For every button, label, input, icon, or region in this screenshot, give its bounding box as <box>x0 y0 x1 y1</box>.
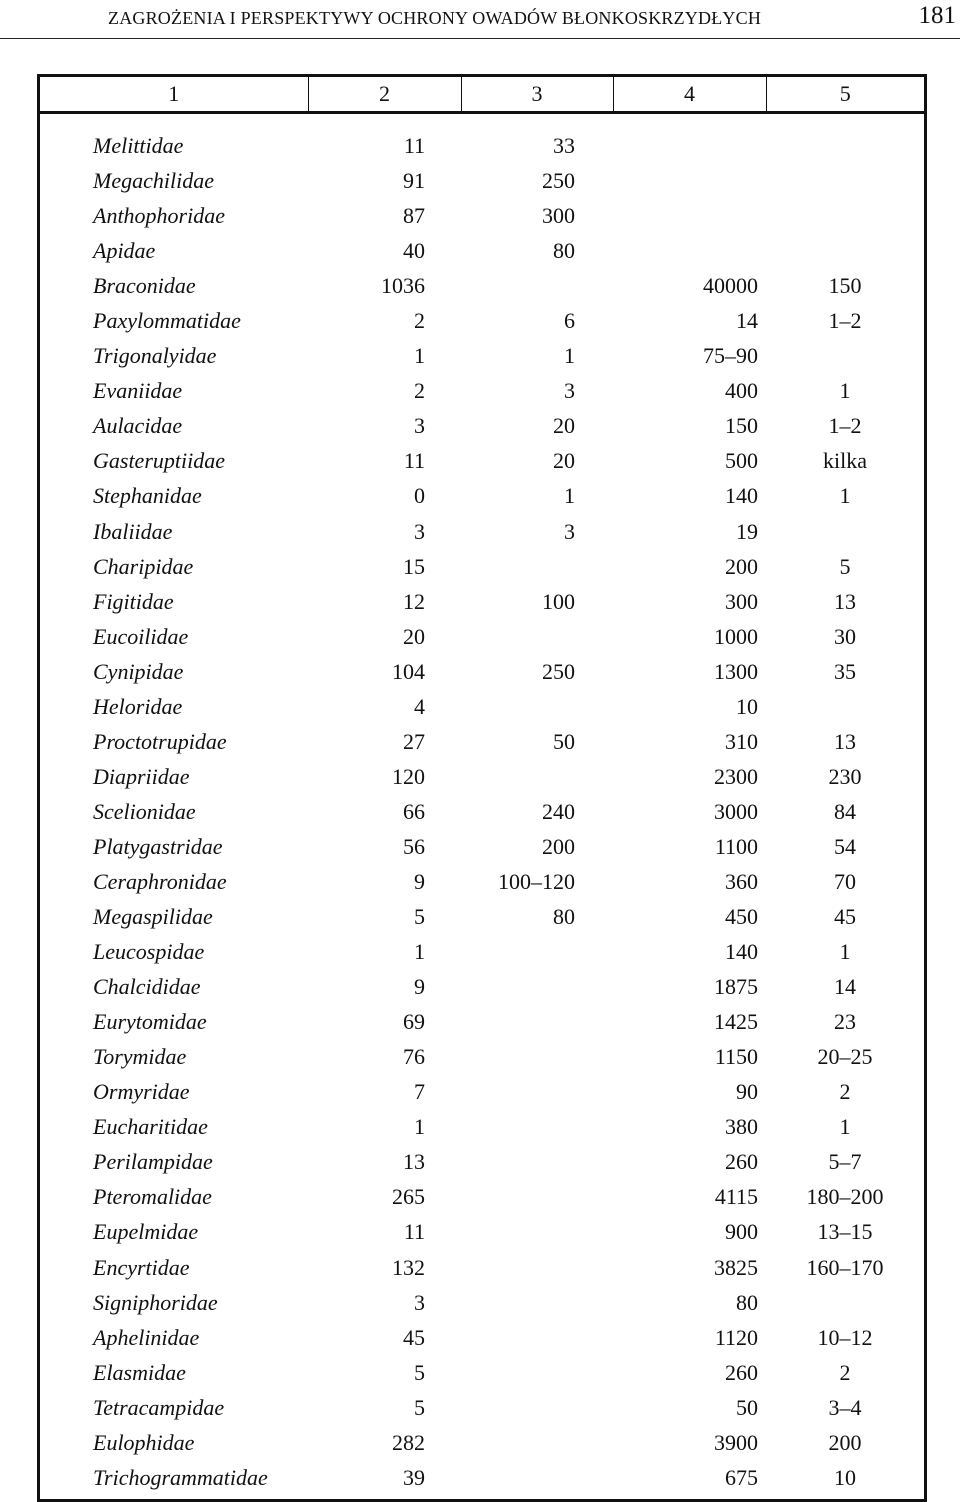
value-cell-col5: 70 <box>834 869 856 894</box>
value-cell-col2: 13 <box>403 1149 425 1175</box>
family-name-cell: Ibaliidae <box>93 518 173 544</box>
table-row <box>40 1320 924 1355</box>
value-cell-col5: 5 <box>839 553 851 579</box>
value-cell-col3: 300 <box>542 203 575 229</box>
value-cell-col4: 150 <box>725 413 758 439</box>
value-cell-col5: 160–170 <box>806 1254 884 1280</box>
table-row <box>40 163 924 198</box>
value-cell-col5: kilka <box>823 448 867 474</box>
value-cell-col4: 260 <box>725 1359 758 1385</box>
value-cell-col5 <box>766 128 924 163</box>
table-row <box>40 794 924 829</box>
value-cell-col3 <box>461 969 613 1004</box>
value-cell-col2: 3 <box>414 1289 425 1315</box>
value-cell-col4: 300 <box>725 588 758 614</box>
value-cell-col3 <box>461 1390 613 1425</box>
value-cell-col2: 91 <box>403 168 425 194</box>
value-cell-col5: 180–200 <box>806 1184 884 1210</box>
value-cell-col3 <box>461 268 613 303</box>
column-header-1: 1 <box>40 77 308 113</box>
table-row <box>40 899 924 934</box>
family-name-cell: Megaspilidae <box>93 904 213 930</box>
value-cell-col5: 1 <box>839 939 851 965</box>
value-cell-col3: 250 <box>542 658 575 684</box>
value-cell-col4: 3900 <box>714 1429 758 1455</box>
family-name-cell: Aulacidae <box>93 413 183 439</box>
value-cell-col4 <box>613 233 766 268</box>
value-cell-col2: 11 <box>403 448 425 474</box>
family-name-cell: Melittidae <box>93 133 184 159</box>
family-name-cell: Braconidae <box>93 273 196 299</box>
value-cell-col5: 45 <box>834 904 856 930</box>
family-name-cell: Signiphoridae <box>93 1289 218 1315</box>
value-cell-col2: 132 <box>392 1254 425 1280</box>
family-name-cell: Encyrtidae <box>93 1254 190 1280</box>
value-cell-col2: 120 <box>392 763 425 789</box>
data-table-frame <box>37 74 927 1502</box>
value-cell-col5 <box>766 233 924 268</box>
value-cell-col4 <box>613 128 766 163</box>
value-cell-col4: 140 <box>725 483 758 509</box>
value-cell-col2: 0 <box>414 483 425 509</box>
value-cell-col2: 15 <box>403 553 425 579</box>
value-cell-col2: 40 <box>403 238 425 264</box>
value-cell-col4: 140 <box>725 939 758 965</box>
value-cell-col2: 5 <box>414 1359 425 1385</box>
value-cell-col3 <box>461 1355 613 1390</box>
value-cell-col3: 33 <box>553 133 575 159</box>
value-cell-col4: 1300 <box>714 658 758 684</box>
value-cell-col3 <box>461 1425 613 1460</box>
family-name-cell: Heloridae <box>93 693 183 719</box>
table-row <box>40 1004 924 1039</box>
value-cell-col4: 3000 <box>714 798 758 824</box>
value-cell-col5: 200 <box>828 1429 862 1455</box>
family-name-cell: Elasmidae <box>93 1359 186 1385</box>
value-cell-col3: 3 <box>564 378 575 404</box>
table-row <box>40 759 924 794</box>
table-row <box>40 198 924 233</box>
value-cell-col4: 380 <box>725 1114 758 1140</box>
value-cell-col5: 2 <box>839 1359 851 1385</box>
value-cell-col2: 69 <box>403 1009 425 1035</box>
value-cell-col3: 6 <box>564 308 575 334</box>
family-name-cell: Evaniidae <box>93 378 183 404</box>
value-cell-col5: 35 <box>834 658 856 684</box>
table-header <box>40 77 924 113</box>
value-cell-col2: 20 <box>403 623 425 649</box>
family-name-cell: Eulophidae <box>93 1429 195 1455</box>
table-row <box>40 689 924 724</box>
value-cell-col5: 10 <box>834 1464 856 1490</box>
table-row <box>40 1460 924 1495</box>
value-cell-col4: 1875 <box>714 974 758 1000</box>
value-cell-col5: 54 <box>834 833 856 859</box>
table-row <box>40 128 924 163</box>
value-cell-col5: 20–25 <box>817 1044 873 1070</box>
family-name-cell: Trichogrammatidae <box>93 1464 268 1490</box>
table-row <box>40 303 924 338</box>
value-cell-col5 <box>766 338 924 373</box>
family-name-cell: Leucospidae <box>93 939 205 965</box>
value-cell-col5: 1–2 <box>828 308 862 334</box>
value-cell-col5: 230 <box>828 763 862 789</box>
family-name-cell: Megachilidae <box>93 168 214 194</box>
value-cell-col4: 260 <box>725 1149 758 1175</box>
value-cell-col4 <box>613 163 766 198</box>
family-name-cell: Ormyridae <box>93 1079 190 1105</box>
column-header-2: 2 <box>308 77 461 113</box>
value-cell-col5 <box>766 689 924 724</box>
value-cell-col3: 200 <box>542 833 575 859</box>
page-number: 181 <box>918 2 956 29</box>
value-cell-col3: 3 <box>564 518 575 544</box>
family-name-cell: Stephanidae <box>93 483 202 509</box>
value-cell-col4: 75–90 <box>703 343 758 369</box>
table-row <box>40 934 924 969</box>
family-name-cell: Proctotrupidae <box>93 728 227 754</box>
value-cell-col4: 400 <box>725 378 758 404</box>
family-name-cell: Diapriidae <box>93 763 190 789</box>
value-cell-col2: 3 <box>414 413 425 439</box>
value-cell-col4: 50 <box>736 1394 758 1420</box>
value-cell-col2: 265 <box>392 1184 425 1210</box>
table-spacer-row <box>40 113 924 129</box>
value-cell-col2: 39 <box>403 1464 425 1490</box>
value-cell-col3: 1 <box>564 483 575 509</box>
value-cell-col4: 675 <box>725 1464 758 1490</box>
value-cell-col3 <box>461 1285 613 1320</box>
family-name-cell: Anthophoridae <box>93 203 225 229</box>
value-cell-col3 <box>461 1109 613 1144</box>
value-cell-col3 <box>461 689 613 724</box>
table-row <box>40 1109 924 1144</box>
table-row <box>40 408 924 443</box>
family-name-cell: Torymidae <box>93 1044 187 1070</box>
value-cell-col5: 1–2 <box>828 413 862 439</box>
value-cell-col3 <box>461 1320 613 1355</box>
family-name-cell: Scelionidae <box>93 798 196 824</box>
value-cell-col2: 7 <box>414 1079 425 1105</box>
value-cell-col2: 4 <box>414 693 425 719</box>
value-cell-col3: 100 <box>542 588 575 614</box>
value-cell-col3: 100–120 <box>498 869 575 894</box>
value-cell-col2: 27 <box>403 728 425 754</box>
table-row <box>40 1144 924 1179</box>
value-cell-col3: 240 <box>542 798 575 824</box>
value-cell-col5 <box>766 163 924 198</box>
value-cell-col2: 2 <box>414 378 425 404</box>
value-cell-col5: 13 <box>834 728 856 754</box>
value-cell-col2: 1036 <box>381 273 425 299</box>
value-cell-col5: 84 <box>834 798 856 824</box>
table-row <box>40 1250 924 1285</box>
value-cell-col3 <box>461 934 613 969</box>
value-cell-col3: 80 <box>553 238 575 264</box>
value-cell-col4: 1000 <box>714 623 758 649</box>
value-cell-col5 <box>766 514 924 549</box>
table-row <box>40 1390 924 1425</box>
table-row <box>40 1214 924 1249</box>
value-cell-col5 <box>766 1285 924 1320</box>
value-cell-col5: 13 <box>834 588 856 614</box>
table-row <box>40 1285 924 1320</box>
table-row <box>40 338 924 373</box>
value-cell-col3 <box>461 1250 613 1285</box>
table-row <box>40 1039 924 1074</box>
value-cell-col5: 5–7 <box>828 1149 862 1175</box>
value-cell-col4: 80 <box>736 1289 758 1315</box>
value-cell-col5: 150 <box>828 273 862 299</box>
family-name-cell: Eurytomidae <box>93 1009 207 1035</box>
value-cell-col5: 23 <box>834 1009 856 1035</box>
table-row <box>40 268 924 303</box>
value-cell-col4: 1425 <box>714 1009 758 1035</box>
family-name-cell: Cynipidae <box>93 658 184 684</box>
family-name-cell: Apidae <box>93 238 156 264</box>
table-row <box>40 654 924 689</box>
value-cell-col3: 250 <box>542 168 575 194</box>
value-cell-col2: 56 <box>403 833 425 859</box>
value-cell-col2: 3 <box>414 518 425 544</box>
value-cell-col5: 30 <box>834 623 856 649</box>
value-cell-col5: 1 <box>839 378 851 404</box>
running-header <box>0 0 960 39</box>
value-cell-col5: 3–4 <box>828 1394 862 1420</box>
value-cell-col2: 104 <box>392 658 425 684</box>
value-cell-col2: 2 <box>414 308 425 334</box>
value-cell-col5: 1 <box>839 1114 851 1140</box>
table-row <box>40 864 924 899</box>
value-cell-col3: 20 <box>553 448 575 474</box>
value-cell-col4: 360 <box>725 869 758 894</box>
value-cell-col3 <box>461 1004 613 1039</box>
family-name-cell: Aphelinidae <box>93 1324 200 1350</box>
table-row <box>40 443 924 478</box>
table-row <box>40 1179 924 1214</box>
table-row <box>40 584 924 619</box>
table-row <box>40 1074 924 1109</box>
table-row <box>40 1355 924 1390</box>
table-row <box>40 829 924 864</box>
value-cell-col3 <box>461 1144 613 1179</box>
value-cell-col4: 4115 <box>714 1184 758 1210</box>
value-cell-col3 <box>461 619 613 654</box>
value-cell-col2: 11 <box>403 133 425 159</box>
value-cell-col2: 66 <box>403 798 425 824</box>
value-cell-col2: 87 <box>403 203 425 229</box>
value-cell-col3 <box>461 1039 613 1074</box>
value-cell-col4: 19 <box>736 518 758 544</box>
table-row <box>40 969 924 1004</box>
family-name-cell: Paxylommatidae <box>93 308 241 334</box>
family-name-cell: Tetracampidae <box>93 1394 225 1420</box>
family-name-cell: Eucharitidae <box>93 1114 208 1140</box>
value-cell-col2: 76 <box>403 1044 425 1070</box>
value-cell-col4: 3825 <box>714 1254 758 1280</box>
table-row <box>40 373 924 408</box>
value-cell-col4: 900 <box>725 1219 758 1245</box>
value-cell-col4: 450 <box>725 904 758 930</box>
family-name-cell: Platygastridae <box>93 833 223 859</box>
value-cell-col3 <box>461 1074 613 1109</box>
value-cell-col2: 282 <box>392 1429 425 1455</box>
value-cell-col4: 500 <box>725 448 758 474</box>
family-name-cell: Pteromalidae <box>93 1184 212 1210</box>
value-cell-col4: 90 <box>736 1079 758 1105</box>
value-cell-col5: 2 <box>839 1079 851 1105</box>
value-cell-col5: 10–12 <box>817 1324 873 1350</box>
family-name-cell: Chalcididae <box>93 974 201 1000</box>
table-row <box>40 514 924 549</box>
value-cell-col4 <box>613 198 766 233</box>
table-row <box>40 1425 924 1460</box>
value-cell-col4: 14 <box>736 308 758 334</box>
value-cell-col4: 2300 <box>714 763 758 789</box>
family-name-cell: Ceraphronidae <box>93 869 227 894</box>
value-cell-col2: 1 <box>414 939 425 965</box>
value-cell-col2: 5 <box>414 1394 425 1420</box>
value-cell-col2: 12 <box>403 588 425 614</box>
column-header-4: 4 <box>613 77 766 113</box>
table-row <box>40 549 924 584</box>
value-cell-col5: 1 <box>839 483 851 509</box>
value-cell-col3 <box>461 1214 613 1249</box>
family-name-cell: Charipidae <box>93 553 194 579</box>
value-cell-col2: 9 <box>414 974 425 1000</box>
value-cell-col2: 9 <box>414 869 425 894</box>
table-row <box>40 724 924 759</box>
family-name-cell: Eucoilidae <box>93 623 189 649</box>
value-cell-col3 <box>461 549 613 584</box>
value-cell-col5 <box>766 198 924 233</box>
column-header-3: 3 <box>461 77 613 113</box>
family-name-cell: Trigonalyidae <box>93 343 217 369</box>
header-row <box>40 77 924 113</box>
value-cell-col4: 310 <box>725 728 758 754</box>
value-cell-col3: 20 <box>553 413 575 439</box>
table-row <box>40 233 924 268</box>
value-cell-col3 <box>461 1179 613 1214</box>
value-cell-col3: 80 <box>553 904 575 930</box>
value-cell-col4: 40000 <box>703 273 758 299</box>
value-cell-col3 <box>461 759 613 794</box>
running-title: ZAGROŻENIA I PERSPEKTYWY OCHRONY OWADÓW BŁONKOSKRZYDŁYCH <box>108 8 762 28</box>
spacer-cell <box>40 113 924 129</box>
family-name-cell: Figitidae <box>93 588 174 614</box>
family-name-cell: Perilampidae <box>93 1149 213 1175</box>
family-species-table <box>40 77 924 1495</box>
value-cell-col3 <box>461 1460 613 1495</box>
table-row <box>40 619 924 654</box>
value-cell-col4: 1100 <box>714 833 758 859</box>
value-cell-col4: 10 <box>736 693 758 719</box>
value-cell-col5: 14 <box>834 974 856 1000</box>
value-cell-col3: 50 <box>553 728 575 754</box>
column-header-5: 5 <box>766 77 924 113</box>
table-body <box>40 113 924 1495</box>
value-cell-col2: 11 <box>403 1219 425 1245</box>
value-cell-col4: 200 <box>725 553 758 579</box>
value-cell-col2: 1 <box>414 343 425 369</box>
value-cell-col2: 45 <box>403 1324 425 1350</box>
value-cell-col2: 1 <box>414 1114 425 1140</box>
value-cell-col4: 1120 <box>714 1324 758 1350</box>
table-row <box>40 478 924 513</box>
value-cell-col5: 13–15 <box>817 1219 873 1245</box>
family-name-cell: Gasteruptiidae <box>93 448 225 474</box>
value-cell-col2: 5 <box>414 904 425 930</box>
value-cell-col3: 1 <box>564 343 575 369</box>
family-name-cell: Eupelmidae <box>93 1219 199 1245</box>
value-cell-col4: 1150 <box>714 1044 758 1070</box>
